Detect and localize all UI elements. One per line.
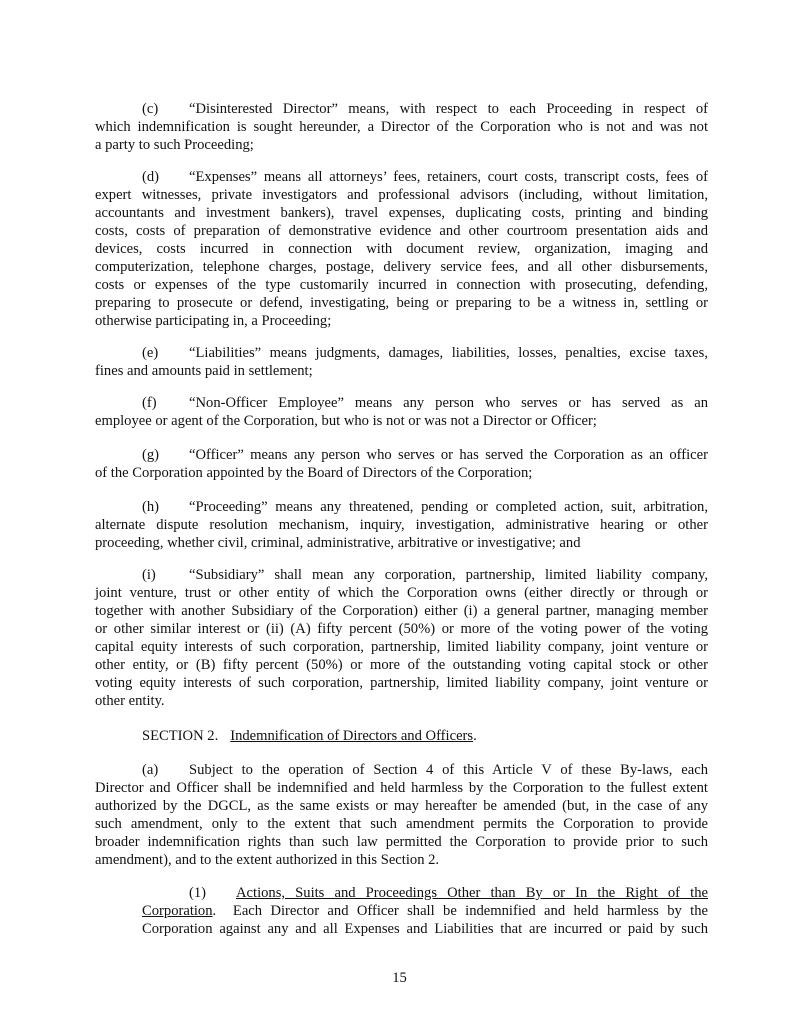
page-number: 15 xyxy=(392,970,407,986)
paragraph-label: (g) xyxy=(142,447,160,463)
underlined-text: Corporation xyxy=(142,903,213,919)
subsection-a xyxy=(95,761,708,869)
definition-i xyxy=(95,566,708,710)
text-line: “Expenses” means all attorneys’ fees, retainers, court costs, transcript costs, fees of xyxy=(189,169,708,185)
text-line: employee or agent of the Corporation, but who is not or was not a Director or Officer; xyxy=(95,413,597,429)
text-line: a party to such Proceeding; xyxy=(95,137,254,153)
definition-e xyxy=(95,344,708,380)
text-line: other entity. xyxy=(95,693,165,709)
text-line: which indemnification is sought hereunder, a Director of the Corporation who is not and was not xyxy=(95,119,708,135)
text-line: or other similar interest or (ii) (A) fifty percent (50%) or more of the voting power of the voting xyxy=(95,621,708,637)
underlined-text: Actions, Suits and Proceedings Other than By or In the Right of the xyxy=(236,885,708,901)
section-title: Indemnification of Directors and Officers xyxy=(230,728,474,744)
definition-h xyxy=(95,498,708,552)
text-line: together with another Subsidiary of the Corporation) either (i) a general partner, managing member xyxy=(95,603,708,619)
text-line: Subject to the operation of Section 4 of this Article V of these By-laws, each xyxy=(189,762,708,778)
text-line: “Officer” means any person who serves or has served the Corporation as an officer xyxy=(189,447,708,463)
paragraph-label: (f) xyxy=(142,395,157,411)
text-line: capital equity interests of such corporation, partnership, limited liability company, joint venture or xyxy=(95,639,708,655)
text-line: “Disinterested Director” means, with respect to each Proceeding in respect of xyxy=(189,101,708,117)
text-line: broader indemnification rights than such law permitted the Corporation to provide prior to such xyxy=(95,834,708,850)
text-line: “Liabilities” means judgments, damages, liabilities, losses, penalties, excise taxes, xyxy=(189,345,708,361)
text-line: authorized by the DGCL, as the same exists or may hereafter be amended (but, in the case of any xyxy=(95,798,708,814)
section-title-period: . xyxy=(473,728,477,744)
text-run: . Each Director and Officer shall be indemnified and held harmless by the xyxy=(212,903,708,919)
paragraph-label: (a) xyxy=(142,762,159,778)
paragraph-label: (e) xyxy=(142,345,159,361)
section-number: SECTION 2. xyxy=(142,728,219,744)
paragraph-label: (h) xyxy=(142,499,160,515)
definition-g xyxy=(95,446,708,482)
paragraph-label: (i) xyxy=(142,567,156,583)
text-line: costs or expenses of the type customarily incurred in connection with prosecuting, defending, xyxy=(95,277,708,293)
text-line xyxy=(142,902,708,920)
text-line: alternate dispute resolution mechanism, inquiry, investigation, administrative hearing or other xyxy=(95,517,708,533)
text-line xyxy=(236,884,708,902)
text-line xyxy=(142,920,708,938)
section-heading xyxy=(142,727,477,745)
text-line: voting equity interests of such corporation, partnership, limited liability company, joint venture or xyxy=(95,675,708,691)
text-line: of the Corporation appointed by the Board of Directors of the Corporation; xyxy=(95,465,533,481)
text-line: costs, costs of preparation of demonstrative evidence and other courtroom presentation aids and xyxy=(95,223,708,239)
text-line: expert witnesses, private investigators and professional advisors (including, without limitation, xyxy=(95,187,708,203)
text-line: proceeding, whether civil, criminal, administrative, arbitrative or investigative; and xyxy=(95,535,581,551)
paragraph-label: (d) xyxy=(142,169,160,185)
definition-d xyxy=(95,168,708,330)
text-line: otherwise participating in, a Proceeding; xyxy=(95,313,332,329)
text-line: such amendment, only to the extent that such amendment permits the Corporation to provide xyxy=(95,816,708,832)
paragraph-label: (c) xyxy=(142,101,159,117)
text-line: “Subsidiary” shall mean any corporation, partnership, limited liability company, xyxy=(189,567,708,583)
text-line: other entity, or (B) fifty percent (50%) or more of the outstanding voting capital stock or other xyxy=(95,657,708,673)
text-line: “Non-Officer Employee” means any person who serves or has served as an xyxy=(189,395,708,411)
text-line: preparing to prosecute or defend, investigating, being or preparing to be a witness in, settling or xyxy=(95,295,708,311)
text-line: joint venture, trust or other entity of which the Corporation owns (either directly or through or xyxy=(95,585,708,601)
text-line: Director and Officer shall be indemnified and held harmless by the Corporation to the fullest extent xyxy=(95,780,708,796)
paragraph-label: (1) xyxy=(189,885,207,901)
text-line: devices, costs incurred in connection with document review, organization, imaging and xyxy=(95,241,708,257)
definition-f xyxy=(95,394,708,430)
text-line: computerization, telephone charges, postage, delivery service fees, and all other disbursements, xyxy=(95,259,708,275)
text-line: accountants and investment bankers), travel expenses, duplicating costs, printing and binding xyxy=(95,205,708,221)
definition-c xyxy=(95,100,708,154)
text-line: fines and amounts paid in settlement; xyxy=(95,363,313,379)
text-line: “Proceeding” means any threatened, pending or completed action, suit, arbitration, xyxy=(189,499,708,515)
subsection-1 xyxy=(142,884,708,938)
text-run: Corporation against any and all Expenses and Liabilities that are incurred or paid by such xyxy=(142,921,708,937)
text-line: amendment), and to the extent authorized in this Section 2. xyxy=(95,852,440,868)
